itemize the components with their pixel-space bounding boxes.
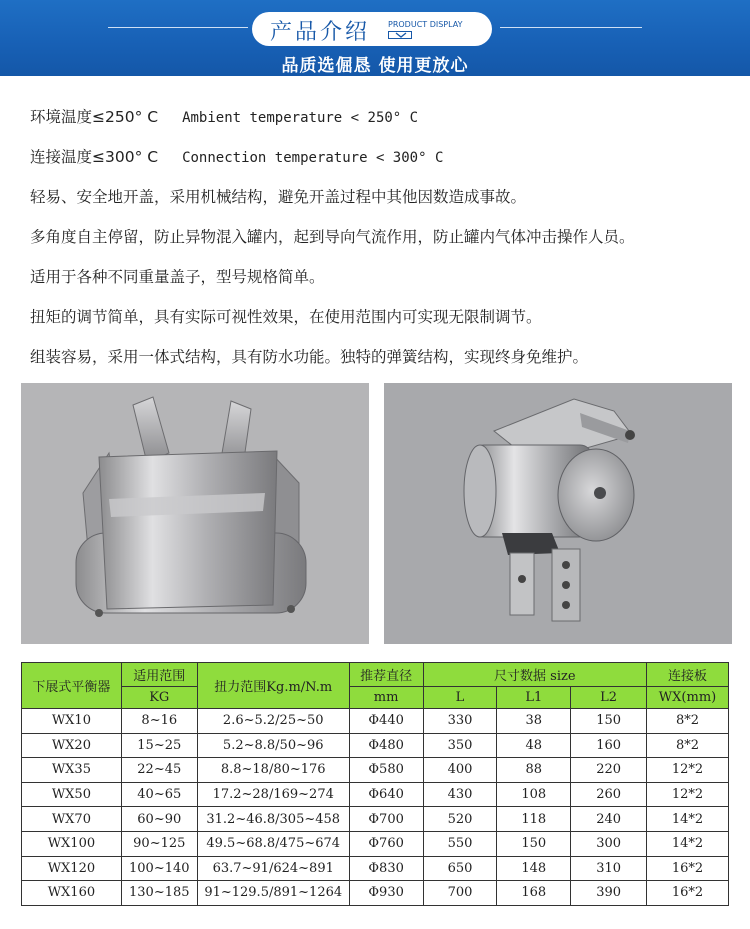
cell-range: 8~16 [121, 709, 197, 734]
table-row [22, 881, 729, 906]
cell-torque: 5.2~8.8/50~96 [197, 733, 349, 758]
feature-cn: 连接温度≤300° C [30, 148, 159, 166]
table-row [22, 856, 729, 881]
page-title: 产品介绍 [270, 20, 371, 45]
col-header-range: 适用范围 [121, 663, 197, 687]
col-header-diameter: 推荐直径 [349, 663, 423, 687]
cell-model: WX100 [22, 831, 122, 856]
table-row [22, 758, 729, 783]
cell-l: 430 [423, 782, 497, 807]
cell-plate: 16*2 [647, 856, 729, 881]
cell-dia: Φ440 [349, 709, 423, 734]
cell-l: 350 [423, 733, 497, 758]
banner-subtitle: 品质选倔恳 使用更放心 [281, 56, 469, 76]
col-header-L2: L2 [571, 687, 647, 709]
cell-l1: 108 [497, 782, 571, 807]
cell-l2: 310 [571, 856, 647, 881]
cell-l2: 300 [571, 831, 647, 856]
col-header-L: L [423, 687, 497, 709]
cell-l: 400 [423, 758, 497, 783]
cell-dia: Φ640 [349, 782, 423, 807]
feature-item [30, 106, 740, 146]
chevron-down-icon [388, 31, 412, 39]
cell-l: 650 [423, 856, 497, 881]
cell-l: 700 [423, 881, 497, 906]
cell-model: WX120 [22, 856, 122, 881]
cell-plate: 14*2 [647, 807, 729, 832]
cell-l2: 390 [571, 881, 647, 906]
banner-divider-right [500, 27, 642, 28]
col-header-diameter-unit: mm [349, 687, 423, 709]
feature-item [30, 146, 740, 186]
feature-en: Connection temperature < 300° C [182, 150, 444, 166]
cell-torque: 63.7~91/624~891 [197, 856, 349, 881]
cell-dia: Φ830 [349, 856, 423, 881]
table-row [22, 733, 729, 758]
cell-l: 520 [423, 807, 497, 832]
cell-l1: 118 [497, 807, 571, 832]
page-title-en: PRODUCT DISPLAY [388, 20, 463, 29]
spec-table-body [22, 709, 729, 906]
cell-l: 330 [423, 709, 497, 734]
table-row [22, 831, 729, 856]
banner-divider-left [108, 27, 248, 28]
cell-l1: 168 [497, 881, 571, 906]
col-header-plate: 连接板 [647, 663, 729, 687]
cell-l2: 240 [571, 807, 647, 832]
col-header-range-unit: KG [121, 687, 197, 709]
table-row [22, 709, 729, 734]
cell-model: WX50 [22, 782, 122, 807]
cell-plate: 8*2 [647, 709, 729, 734]
col-header-plate-unit: WX(mm) [647, 687, 729, 709]
table-row [22, 807, 729, 832]
col-header-size: 尺寸数据 size [423, 663, 646, 687]
cell-torque: 91~129.5/891~1264 [197, 881, 349, 906]
cell-torque: 49.5~68.8/475~674 [197, 831, 349, 856]
cell-model: WX20 [22, 733, 122, 758]
feature-cn: 环境温度≤250° C [30, 108, 159, 126]
cell-l1: 150 [497, 831, 571, 856]
feature-item: 轻易、安全地开盖，采用机械结构，避免开盖过程中其他因数造成事故。 [30, 188, 527, 206]
cell-torque: 17.2~28/169~274 [197, 782, 349, 807]
spec-table [21, 662, 729, 906]
cell-l2: 220 [571, 758, 647, 783]
product-photo-side [384, 383, 732, 644]
feature-item: 多角度自主停留，防止异物混入罐内，起到导向气流作用，防止罐内气体冲击操作人员。 [30, 228, 635, 246]
cell-plate: 8*2 [647, 733, 729, 758]
col-header-L1: L1 [497, 687, 571, 709]
feature-list [30, 106, 740, 386]
cell-range: 90~125 [121, 831, 197, 856]
header-banner [0, 0, 750, 76]
cell-torque: 8.8~18/80~176 [197, 758, 349, 783]
cell-dia: Φ700 [349, 807, 423, 832]
cell-dia: Φ930 [349, 881, 423, 906]
cell-l1: 88 [497, 758, 571, 783]
cell-plate: 12*2 [647, 782, 729, 807]
cell-plate: 16*2 [647, 881, 729, 906]
cell-l2: 160 [571, 733, 647, 758]
product-photo-front [21, 383, 369, 644]
cell-range: 15~25 [121, 733, 197, 758]
cell-torque: 2.6~5.2/25~50 [197, 709, 349, 734]
cell-range: 22~45 [121, 758, 197, 783]
cell-range: 100~140 [121, 856, 197, 881]
col-header-torque: 扭力范围Kg.m/N.m [197, 663, 349, 709]
cell-range: 40~65 [121, 782, 197, 807]
cell-torque: 31.2~46.8/305~458 [197, 807, 349, 832]
cell-model: WX10 [22, 709, 122, 734]
col-header-model: 下展式平衡器 [22, 663, 122, 709]
cell-dia: Φ480 [349, 733, 423, 758]
cell-l1: 38 [497, 709, 571, 734]
cell-dia: Φ760 [349, 831, 423, 856]
cell-dia: Φ580 [349, 758, 423, 783]
cell-model: WX70 [22, 807, 122, 832]
title-pill [252, 12, 492, 46]
table-row [22, 782, 729, 807]
feature-item: 组装容易，采用一体式结构，具有防水功能。独特的弹簧结构，实现终身免维护。 [30, 348, 589, 366]
cell-model: WX35 [22, 758, 122, 783]
cell-l1: 48 [497, 733, 571, 758]
cell-range: 130~185 [121, 881, 197, 906]
cell-l2: 150 [571, 709, 647, 734]
cell-plate: 12*2 [647, 758, 729, 783]
cell-l: 550 [423, 831, 497, 856]
cell-plate: 14*2 [647, 831, 729, 856]
cell-l1: 148 [497, 856, 571, 881]
cell-range: 60~90 [121, 807, 197, 832]
cell-l2: 260 [571, 782, 647, 807]
feature-en: Ambient temperature < 250° C [182, 110, 419, 126]
cell-model: WX160 [22, 881, 122, 906]
feature-item: 扭矩的调节简单，具有实际可视性效果，在使用范围内可实现无限制调节。 [30, 308, 542, 326]
feature-item: 适用于各种不同重量盖子，型号规格简单。 [30, 268, 325, 286]
